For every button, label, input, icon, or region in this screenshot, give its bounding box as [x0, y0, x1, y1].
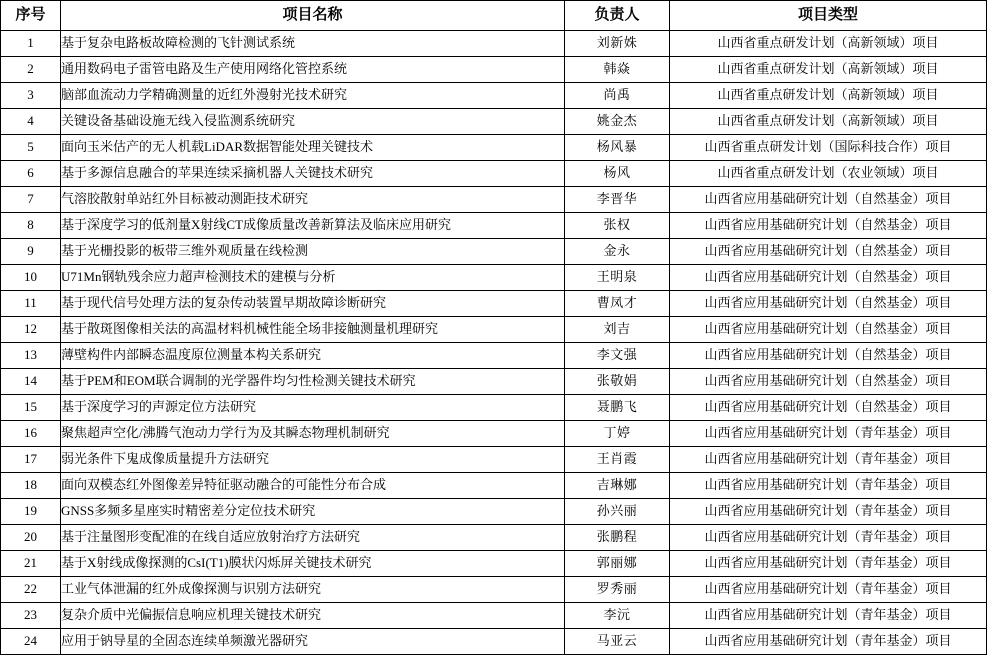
cell-project-type: 山西省重点研发计划（高新领域）项目 [670, 31, 987, 57]
cell-project-head: 李文强 [565, 343, 670, 369]
cell-project-head: 曹凤才 [565, 291, 670, 317]
column-header-no: 序号 [1, 1, 61, 31]
cell-project-name: 聚焦超声空化/沸腾气泡动力学行为及其瞬态物理机制研究 [61, 421, 565, 447]
cell-project-name: 脑部血流动力学精确测量的近红外漫射光技术研究 [61, 83, 565, 109]
cell-no: 4 [1, 109, 61, 135]
cell-project-type: 山西省应用基础研究计划（青年基金）项目 [670, 421, 987, 447]
cell-project-type: 山西省应用基础研究计划（自然基金）项目 [670, 187, 987, 213]
table-row [1, 369, 987, 395]
cell-project-type: 山西省应用基础研究计划（青年基金）项目 [670, 473, 987, 499]
cell-project-head: 姚金杰 [565, 109, 670, 135]
cell-project-name: 基于光栅投影的板带三维外观质量在线检测 [61, 239, 565, 265]
cell-project-name: 面向玉米估产的无人机载LiDAR数据智能处理关键技术 [61, 135, 565, 161]
cell-project-type: 山西省应用基础研究计划（自然基金）项目 [670, 239, 987, 265]
table-row [1, 109, 987, 135]
cell-no: 9 [1, 239, 61, 265]
cell-project-head: 聂鹏飞 [565, 395, 670, 421]
cell-project-head: 尚禹 [565, 83, 670, 109]
cell-project-name: 复杂介质中光偏振信息响应机理关键技术研究 [61, 603, 565, 629]
cell-project-type: 山西省应用基础研究计划（自然基金）项目 [670, 291, 987, 317]
cell-project-type: 山西省重点研发计划（农业领域）项目 [670, 161, 987, 187]
cell-project-head: 吉琳娜 [565, 473, 670, 499]
cell-project-type: 山西省应用基础研究计划（青年基金）项目 [670, 577, 987, 603]
cell-no: 19 [1, 499, 61, 525]
cell-no: 18 [1, 473, 61, 499]
cell-project-type: 山西省应用基础研究计划（自然基金）项目 [670, 265, 987, 291]
cell-project-type: 山西省应用基础研究计划（青年基金）项目 [670, 499, 987, 525]
column-header-name: 项目名称 [61, 1, 565, 31]
column-header-type: 项目类型 [670, 1, 987, 31]
cell-project-type: 山西省重点研发计划（国际科技合作）项目 [670, 135, 987, 161]
table-row [1, 239, 987, 265]
cell-no: 5 [1, 135, 61, 161]
cell-no: 8 [1, 213, 61, 239]
cell-project-head: 李晋华 [565, 187, 670, 213]
table-row [1, 525, 987, 551]
cell-no: 21 [1, 551, 61, 577]
cell-no: 15 [1, 395, 61, 421]
cell-project-name: 基于深度学习的声源定位方法研究 [61, 395, 565, 421]
cell-project-head: 郭丽娜 [565, 551, 670, 577]
cell-project-name: 基于现代信号处理方法的复杂传动装置早期故障诊断研究 [61, 291, 565, 317]
cell-project-head: 孙兴丽 [565, 499, 670, 525]
cell-project-name: 气溶胶散射单站红外目标被动测距技术研究 [61, 187, 565, 213]
table-header [1, 1, 987, 31]
cell-project-type: 山西省应用基础研究计划（青年基金）项目 [670, 525, 987, 551]
column-header-head: 负责人 [565, 1, 670, 31]
cell-project-head: 张权 [565, 213, 670, 239]
cell-no: 7 [1, 187, 61, 213]
cell-project-name: 通用数码电子雷管电路及生产使用网络化管控系统 [61, 57, 565, 83]
cell-project-head: 杨风暴 [565, 135, 670, 161]
cell-project-head: 王明泉 [565, 265, 670, 291]
cell-project-name: 基于PEM和EOM联合调制的光学器件均匀性检测关键技术研究 [61, 369, 565, 395]
cell-project-type: 山西省应用基础研究计划（自然基金）项目 [670, 395, 987, 421]
table-row [1, 447, 987, 473]
cell-no: 13 [1, 343, 61, 369]
cell-project-head: 马亚云 [565, 629, 670, 655]
cell-project-name: 应用于钠导星的全固态连续单频激光器研究 [61, 629, 565, 655]
cell-no: 6 [1, 161, 61, 187]
cell-no: 10 [1, 265, 61, 291]
table-row [1, 265, 987, 291]
cell-project-type: 山西省应用基础研究计划（青年基金）项目 [670, 551, 987, 577]
cell-no: 11 [1, 291, 61, 317]
cell-project-type: 山西省应用基础研究计划（自然基金）项目 [670, 369, 987, 395]
cell-project-name: 薄壁构件内部瞬态温度原位测量本构关系研究 [61, 343, 565, 369]
table-row [1, 31, 987, 57]
table-row [1, 603, 987, 629]
cell-project-head: 刘新姝 [565, 31, 670, 57]
cell-project-type: 山西省应用基础研究计划（青年基金）项目 [670, 603, 987, 629]
cell-project-name: U71Mn钢轨残余应力超声检测技术的建模与分析 [61, 265, 565, 291]
cell-project-head: 李沅 [565, 603, 670, 629]
table-row [1, 57, 987, 83]
table-row [1, 551, 987, 577]
cell-project-head: 张敬娟 [565, 369, 670, 395]
cell-project-head: 韩焱 [565, 57, 670, 83]
cell-project-type: 山西省重点研发计划（高新领域）项目 [670, 109, 987, 135]
cell-project-head: 杨风 [565, 161, 670, 187]
cell-project-name: 基于散斑图像相关法的高温材料机械性能全场非接触测量机理研究 [61, 317, 565, 343]
cell-project-name: 基于X射线成像探测的CsI(T1)膜状闪烁屏关键技术研究 [61, 551, 565, 577]
cell-project-name: 基于注量图形变配准的在线自适应放射治疗方法研究 [61, 525, 565, 551]
cell-project-type: 山西省应用基础研究计划（青年基金）项目 [670, 629, 987, 655]
table-row [1, 577, 987, 603]
cell-no: 23 [1, 603, 61, 629]
cell-project-name: 基于复杂电路板故障检测的飞针测试系统 [61, 31, 565, 57]
cell-no: 24 [1, 629, 61, 655]
table-body [1, 31, 987, 655]
cell-no: 16 [1, 421, 61, 447]
table-row [1, 317, 987, 343]
cell-project-name: 弱光条件下鬼成像质量提升方法研究 [61, 447, 565, 473]
cell-project-name: GNSS多频多星座实时精密差分定位技术研究 [61, 499, 565, 525]
cell-project-type: 山西省应用基础研究计划（自然基金）项目 [670, 343, 987, 369]
table-row [1, 473, 987, 499]
table-row [1, 421, 987, 447]
cell-no: 3 [1, 83, 61, 109]
table-row [1, 187, 987, 213]
cell-project-head: 丁婷 [565, 421, 670, 447]
cell-project-type: 山西省重点研发计划（高新领域）项目 [670, 83, 987, 109]
cell-project-head: 罗秀丽 [565, 577, 670, 603]
cell-project-name: 基于深度学习的低剂量X射线CT成像质量改善新算法及临床应用研究 [61, 213, 565, 239]
cell-no: 1 [1, 31, 61, 57]
cell-project-head: 金永 [565, 239, 670, 265]
cell-no: 20 [1, 525, 61, 551]
cell-no: 12 [1, 317, 61, 343]
cell-project-type: 山西省应用基础研究计划（自然基金）项目 [670, 317, 987, 343]
cell-project-name: 基于多源信息融合的苹果连续采摘机器人关键技术研究 [61, 161, 565, 187]
table-header-row [1, 1, 987, 31]
table-row [1, 83, 987, 109]
cell-project-name: 关键设备基础设施无线入侵监测系统研究 [61, 109, 565, 135]
table-row [1, 395, 987, 421]
table-row [1, 135, 987, 161]
cell-project-name: 工业气体泄漏的红外成像探测与识别方法研究 [61, 577, 565, 603]
cell-project-type: 山西省应用基础研究计划（自然基金）项目 [670, 213, 987, 239]
cell-project-type: 山西省应用基础研究计划（青年基金）项目 [670, 447, 987, 473]
cell-project-name: 面向双模态红外图像差异特征驱动融合的可能性分布合成 [61, 473, 565, 499]
cell-no: 17 [1, 447, 61, 473]
cell-no: 2 [1, 57, 61, 83]
table-row [1, 213, 987, 239]
table-row [1, 499, 987, 525]
table-row [1, 161, 987, 187]
table-row [1, 291, 987, 317]
cell-no: 14 [1, 369, 61, 395]
cell-project-head: 刘吉 [565, 317, 670, 343]
cell-project-head: 王肖霞 [565, 447, 670, 473]
cell-project-type: 山西省重点研发计划（高新领域）项目 [670, 57, 987, 83]
cell-project-head: 张鹏程 [565, 525, 670, 551]
table-row [1, 343, 987, 369]
cell-no: 22 [1, 577, 61, 603]
